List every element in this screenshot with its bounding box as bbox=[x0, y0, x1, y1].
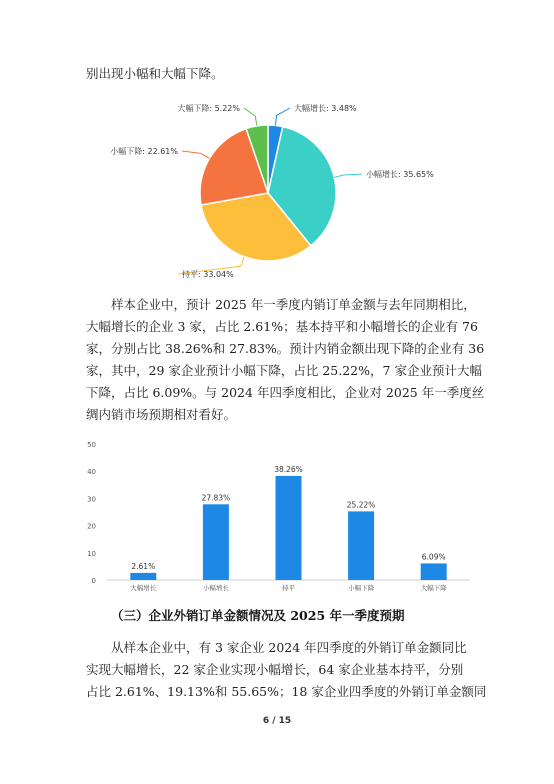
paragraph-1-line: 大幅增长的企业 3 家，占比 2.61%；基本持平和小幅增长的企业有 76 bbox=[86, 319, 478, 334]
bar-data-label: 27.83% bbox=[201, 493, 231, 503]
y-tick-label: 10 bbox=[87, 549, 96, 558]
paragraph-1-line: 样本企业中，预计 2025 年一季度内销订单金额与去年同期相比， bbox=[111, 297, 476, 312]
x-tick-label: 大幅增长 bbox=[130, 584, 157, 592]
paragraph-2-line: 实现大幅增长，22 家企业实现小幅增长，64 家企业基本持平，分别 bbox=[86, 662, 464, 677]
paragraph-1-line: 下降，占比 6.09%。与 2024 年四季度相比，企业对 2025 年一季度丝 bbox=[86, 385, 485, 400]
page-number: 6 / 15 bbox=[262, 716, 292, 726]
pie-leader-line bbox=[182, 151, 209, 158]
y-tick-label: 0 bbox=[91, 577, 96, 585]
pie-label: 大幅增长: 3.48% bbox=[294, 104, 357, 113]
bar bbox=[421, 563, 447, 580]
paragraph-2-line: 占比 2.61%、19.13%和 55.65%；18 家企业四季度的外销订单金额同 bbox=[86, 684, 487, 699]
bar-data-label: 38.26% bbox=[274, 464, 303, 474]
paragraph-2-line: 从样本企业中，有 3 家企业 2024 年四季度的外销订单金额同比 bbox=[111, 640, 467, 655]
x-tick-label: 持平 bbox=[282, 584, 295, 592]
y-tick-label: 20 bbox=[87, 522, 96, 531]
bar-data-label: 25.22% bbox=[346, 500, 376, 510]
y-tick-label: 50 bbox=[87, 441, 96, 449]
paragraph-1-line: 绸内销市场预期相对看好。 bbox=[86, 407, 237, 422]
y-tick-label: 30 bbox=[87, 495, 96, 504]
paragraph-1-line: 家，其中，29 家企业预计小幅下降，占比 25.22%，7 家企业预计大幅 bbox=[86, 363, 482, 378]
pie-label: 小幅下降: 22.61% bbox=[110, 147, 178, 156]
top-text-line: 别出现小幅和大幅下降。 bbox=[86, 66, 224, 81]
section-heading: （三）企业外销订单金额情况及 2025 年一季度预期 bbox=[111, 608, 405, 623]
paragraph-1-line: 家，分别占比 38.26%和 27.83%。预计内销金额出现下降的企业有 36 bbox=[86, 341, 485, 356]
bar bbox=[276, 476, 302, 580]
x-tick-label: 大幅下降 bbox=[420, 584, 447, 592]
bar bbox=[130, 573, 156, 580]
x-tick-label: 小幅增长 bbox=[202, 584, 229, 592]
pie-leader-line bbox=[275, 108, 290, 125]
x-tick-label: 小幅下降 bbox=[348, 584, 375, 592]
pie-label: 小幅增长: 35.65% bbox=[366, 170, 434, 179]
bar bbox=[203, 504, 229, 580]
pie-label: 大幅下降: 5.22% bbox=[177, 104, 240, 113]
pie-leader-line bbox=[244, 108, 257, 126]
pie-label: 持平: 33.04% bbox=[182, 270, 234, 279]
bar bbox=[348, 511, 374, 580]
bar-data-label: 2.61% bbox=[131, 561, 156, 571]
pie-leader-line bbox=[334, 174, 362, 177]
y-tick-label: 40 bbox=[87, 468, 96, 477]
pie-chart bbox=[0, 96, 554, 296]
bar-data-label: 6.09% bbox=[421, 552, 446, 562]
bar-chart bbox=[0, 432, 554, 592]
